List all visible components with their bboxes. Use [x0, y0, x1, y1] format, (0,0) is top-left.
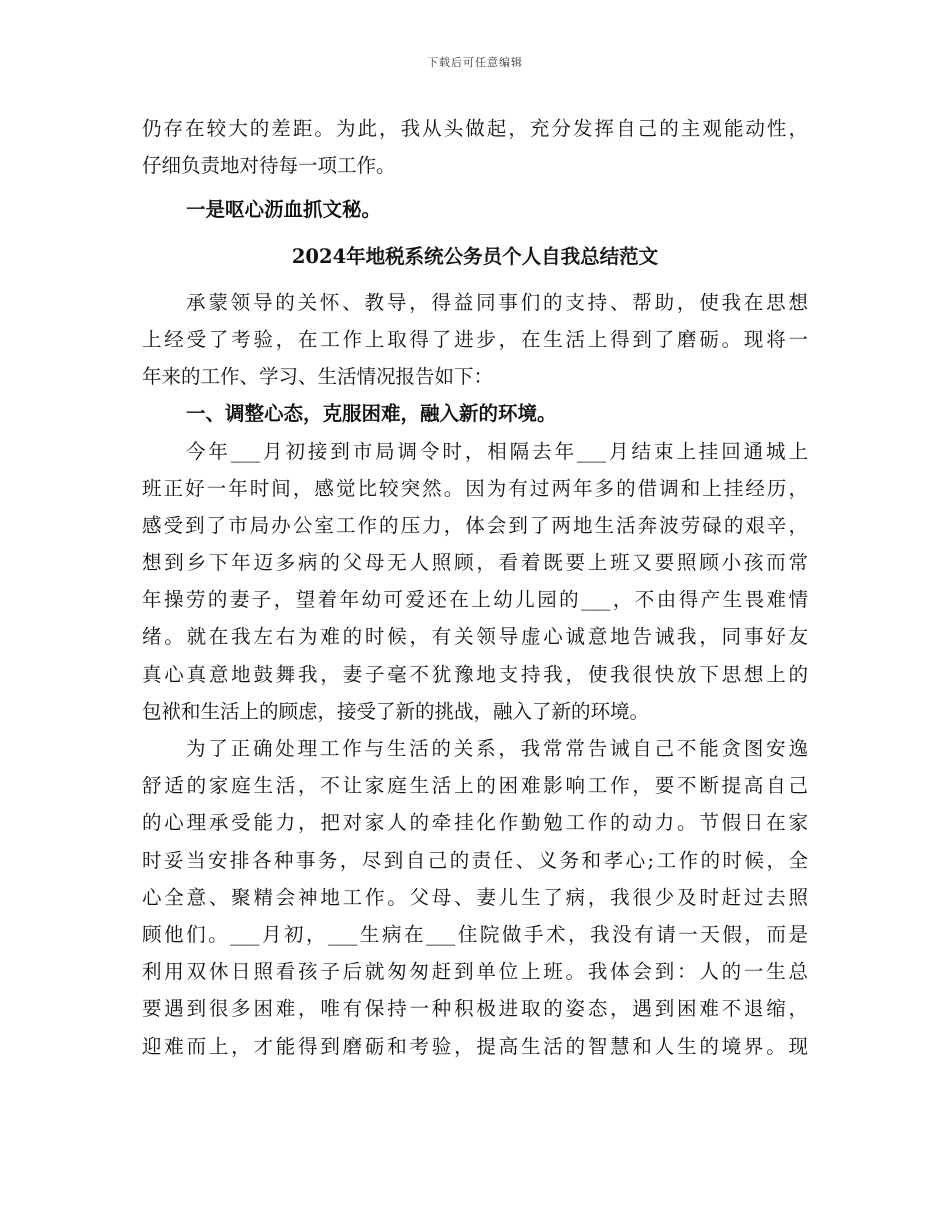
- paragraph-line: 上经受了考验，在工作上取得了进步，在生活上得到了磨砺。现将一: [142, 327, 808, 351]
- paragraph-line: 今年___月初接到市局调令时，相隔去年___月结束上挂回通城上: [186, 439, 808, 463]
- paragraph-line: 时妥当安排各种事务，尽到自己的责任、义务和孝心;工作的时候，全: [142, 848, 808, 872]
- paragraph-line: 顾他们。___月初，___生病在___住院做手术，我没有请一天假，而是: [142, 922, 808, 946]
- section-heading: 一、调整心态，克服困难，融入新的环境。: [186, 402, 557, 426]
- paragraph-line: 承蒙领导的关怀、教导，得益同事们的支持、帮助，使我在思想: [186, 290, 808, 314]
- paragraph-line: 仍存在较大的差距。为此，我从头做起，充分发挥自己的主观能动性，: [142, 117, 808, 140]
- point-heading: 一是呕心沥血抓文秘。: [186, 198, 382, 222]
- paragraph-line: 为了正确处理工作与生活的关系，我常常告诫自己不能贪图安逸: [186, 737, 808, 760]
- document-title: 2024年地税系统公务员个人自我总结范文: [291, 244, 659, 268]
- paragraph-line: 班正好一年时间，感觉比较突然。因为有过两年多的借调和上挂经历，: [142, 476, 808, 500]
- paragraph-line: 仔细负责地对待每一项工作。: [142, 154, 396, 178]
- paragraph-line: 心全意、聚精会神地工作。父母、妻儿生了病，我很少及时赶过去照: [142, 885, 808, 909]
- page-header: 下载后可任意编辑: [427, 56, 523, 69]
- paragraph-line: 感受到了市局办公室工作的压力，体会到了两地生活奔波劳碌的艰辛，: [142, 513, 808, 537]
- paragraph-line: 年操劳的妻子，望着年幼可爱还在上幼儿园的___，不由得产生畏难情: [142, 588, 808, 612]
- paragraph-line: 绪。就在我左右为难的时候，有关领导虚心诚意地告诫我，同事好友: [142, 625, 808, 649]
- paragraph-line: 的心理承受能力，把对家人的牵挂化作勤勉工作的动力。节假日在家: [142, 811, 808, 835]
- paragraph-line: 包袱和生活上的顾虑，接受了新的挑战，融入了新的环境。: [142, 699, 650, 723]
- paragraph-line: 舒适的家庭生活，不让家庭生活上的困难影响工作，要不断提高自己: [142, 774, 808, 798]
- paragraph-line: 利用双休日照看孩子后就匆匆赶到单位上班。我体会到：人的一生总: [142, 960, 808, 984]
- document-body: [142, 110, 808, 1065]
- paragraph-line: 迎难而上，才能得到磨砺和考验，提高生活的智慧和人生的境界。现: [142, 1034, 808, 1058]
- paragraph-line: 想到乡下年迈多病的父母无人照顾，看着既要上班又要照顾小孩而常: [142, 551, 808, 575]
- paragraph-line: 要遇到很多困难，唯有保持一种积极进取的姿态，遇到困难不退缩，: [142, 997, 808, 1021]
- paragraph-line: 真心真意地鼓舞我，妻子毫不犹豫地支持我，使我很快放下思想上的: [142, 662, 808, 686]
- paragraph-line: 年来的工作、学习、生活情况报告如下：: [142, 365, 494, 389]
